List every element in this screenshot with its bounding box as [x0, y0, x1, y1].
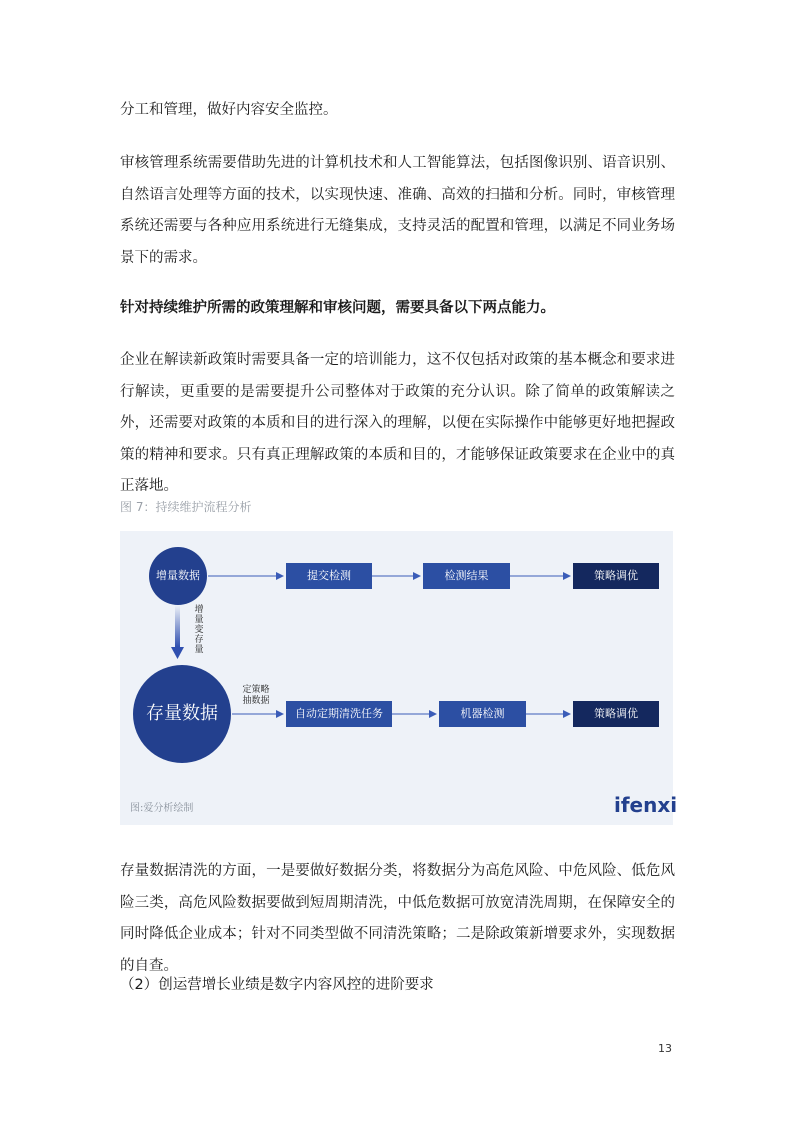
box-label-auto-clean: 自动定期清洗任务	[295, 707, 383, 720]
box-label-strategy-tune-1: 策略调优	[594, 569, 638, 582]
section-heading: 针对持续维护所需的政策理解和审核问题，需要具备以下两点能力。	[120, 300, 555, 316]
vertical-label: 增量变存量	[194, 605, 204, 655]
box-label-machine-check: 机器检测	[460, 707, 505, 720]
figure-caption: 图 7：持续维护流程分析	[120, 500, 252, 514]
figure-source: 图:爱分析绘制	[130, 803, 194, 814]
page-number: 13	[658, 1042, 672, 1055]
paragraph-4: 存量数据清洗的方面，一是要做好数据分类，将数据分为高危风险、中危风险、低危风险三类，高危风险数据要做到短周期清洗，中低危数据可放宽清洗周期，在保障安全的同时降低企业成本；针对不同类型做不同清洗策略；二是除政策新增要求外，实现数据的自查。	[120, 863, 675, 974]
vertical-arrow-head	[171, 647, 184, 659]
side-label-line1: 定策略	[242, 685, 270, 695]
paragraph-3: 企业在解读新政策时需要具备一定的培训能力，这不仅包括对政策的基本概念和要求进行解读，更重要的是需要提升公司整体对于政策的充分认识。除了简单的政策解读之外，还需要对政策的本质和目的进行深入的理解，以便在实际操作中能够更好地把握政策的精神和要求。只有真正理解政策的本质和目的，才能够保证政策要求在企业中的真正落地。	[120, 352, 675, 494]
ifenxi-logo: ifenxi	[614, 793, 678, 817]
side-label-line2: 抽数据	[242, 696, 270, 706]
stock-data-label: 存量数据	[146, 703, 218, 724]
paragraph-1: 分工和管理，做好内容安全监控。	[120, 102, 338, 118]
box-label-strategy-tune-2: 策略调优	[594, 707, 638, 720]
subsection-heading: （2）创运营增长业绩是数字内容风控的进阶要求	[120, 977, 434, 993]
vertical-arrow-shaft	[175, 605, 180, 647]
incremental-data-label: 增量数据	[156, 569, 200, 582]
process-diagram	[120, 531, 678, 825]
box-label-submit-check: 提交检测	[307, 569, 351, 582]
paragraph-2: 审核管理系统需要借助先进的计算机技术和人工智能算法，包括图像识别、语音识别、自然语言处理等方面的技术，以实现快速、准确、高效的扫描和分析。同时，审核管理系统还需要与各种应用系统进行无缝集成，支持灵活的配置和管理，以满足不同业务场景下的需求。	[120, 155, 675, 266]
box-label-check-result: 检测结果	[444, 569, 489, 582]
